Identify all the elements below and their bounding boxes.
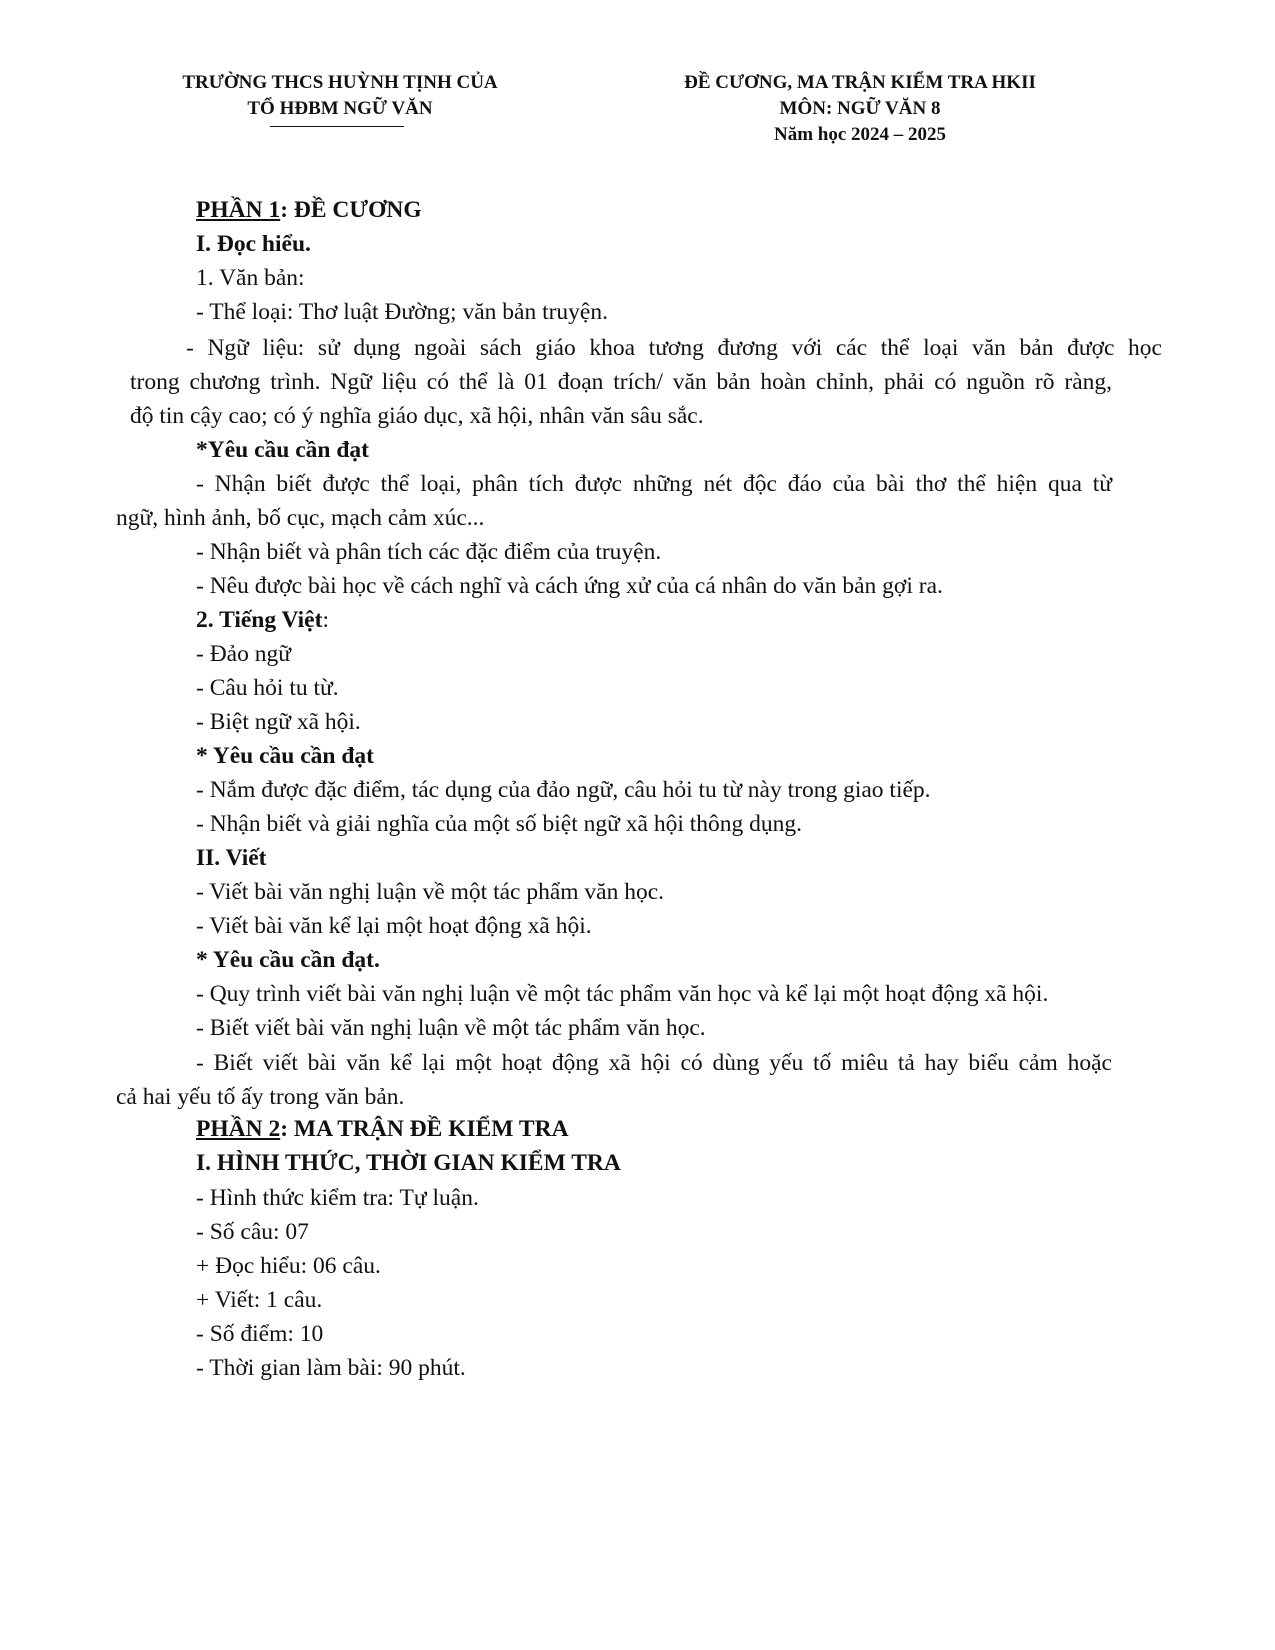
reading-requirement-1-line-2: ngữ, hình ảnh, bố cục, mạch cảm xúc... [116,505,485,531]
exam-format-item-2: - Số câu: 07 [196,1219,309,1245]
reading-requirement-3: - Nêu được bài học về cách nghĩ và cách ứng xử của cá nhân do văn bản gợi ra. [196,573,943,599]
exam-format-item-4: + Viết: 1 câu. [196,1287,323,1313]
vietnamese-item-1: - Đảo ngữ [196,641,291,667]
exam-format-item-3: + Đọc hiểu: 06 câu. [196,1253,381,1279]
vietnamese-item-2: - Câu hỏi tu từ. [196,675,339,701]
header-underline [270,126,404,127]
writing-heading: II. Viết [196,845,267,871]
corpus-line-3: độ tin cậy cao; có ý nghĩa giáo dục, xã hội, nhân văn sâu sắc. [130,403,704,429]
vietnamese-requirement-1: - Nắm được đặc điểm, tác dụng của đảo ngữ, câu hỏi tu từ này trong giao tiếp. [196,777,931,803]
writing-item-2: - Viết bài văn kể lại một hoạt động xã hội. [196,913,592,939]
genre-line: - Thể loại: Thơ luật Đường; văn bản truyện. [196,299,608,325]
reading-requirements-heading: *Yêu cầu cần đạt [196,437,369,463]
writing-requirement-2: - Biết viết bài văn nghị luận về một tác phẩm văn học. [196,1015,706,1041]
writing-requirements-heading: * Yêu cầu cần đạt. [196,947,380,973]
school-header [140,70,540,122]
vietnamese-requirements-heading: * Yêu cầu cần đạt [196,743,374,769]
part2-label: PHẦN 2 [196,1116,281,1142]
school-year: Năm học 2024 – 2025 [773,124,947,145]
subject-name: MÔN: NGỮ VĂN 8 [779,98,941,119]
reading-requirement-1-line-1: - Nhận biết được thể loại, phân tích được những nét độc đáo của bài thơ thể hiện qua từ [196,471,1112,497]
part1-title: : ĐỀ CƯƠNG [280,197,422,223]
corpus-line-1: - Ngữ liệu: sử dụng ngoài sách giáo khoa tương đương với các thể loại văn bản được học [186,335,1162,361]
writing-requirement-3-line-2: cả hai yếu tố ấy trong văn bản. [116,1084,405,1110]
vietnamese-heading-colon: : [322,607,329,633]
part1-heading [196,195,422,225]
writing-requirement-1: - Quy trình viết bài văn nghị luận về một tác phẩm văn học và kể lại một hoạt động xã hội. [196,981,1049,1007]
part2-heading [196,1114,569,1144]
school-name: TRƯỜNG THCS HUỲNH TỊNH CỦA [182,72,498,93]
document-title: ĐỀ CƯƠNG, MA TRẬN KIỂM TRA HKII [684,72,1036,93]
writing-requirement-3-line-1: - Biết viết bài văn kể lại một hoạt động xã hội có dùng yếu tố miêu tả hay biểu cảm hoặc [196,1050,1112,1076]
corpus-line-2: trong chương trình. Ngữ liệu có thể là 01 đoạn trích/ văn bản hoàn chỉnh, phải có nguồn rõ ràng, [130,369,1112,395]
writing-item-1: - Viết bài văn nghị luận về một tác phẩm văn học. [196,879,665,905]
document-header [630,70,1090,148]
exam-format-item-5: - Số điểm: 10 [196,1321,324,1347]
vietnamese-heading-text: 2. Tiếng Việt [196,607,323,633]
part1-label: PHẦN 1 [196,197,281,223]
exam-format-heading: I. HÌNH THỨC, THỜI GIAN KIỂM TRA [196,1150,621,1176]
vietnamese-heading [196,605,329,635]
exam-format-item-6: - Thời gian làm bài: 90 phút. [196,1355,466,1381]
exam-format-item-1: - Hình thức kiểm tra: Tự luận. [196,1185,479,1211]
reading-heading: I. Đọc hiểu. [196,231,311,257]
reading-requirement-2: - Nhận biết và phân tích các đặc điểm của truyện. [196,539,662,565]
vietnamese-requirement-2: - Nhận biết và giải nghĩa của một số biệt ngữ xã hội thông dụng. [196,811,802,837]
vietnamese-item-3: - Biệt ngữ xã hội. [196,709,361,735]
part2-title: : MA TRẬN ĐỀ KIỂM TRA [280,1116,569,1142]
texts-label: 1. Văn bản: [196,265,305,291]
department-name: TỔ HĐBM NGỮ VĂN [247,98,433,119]
